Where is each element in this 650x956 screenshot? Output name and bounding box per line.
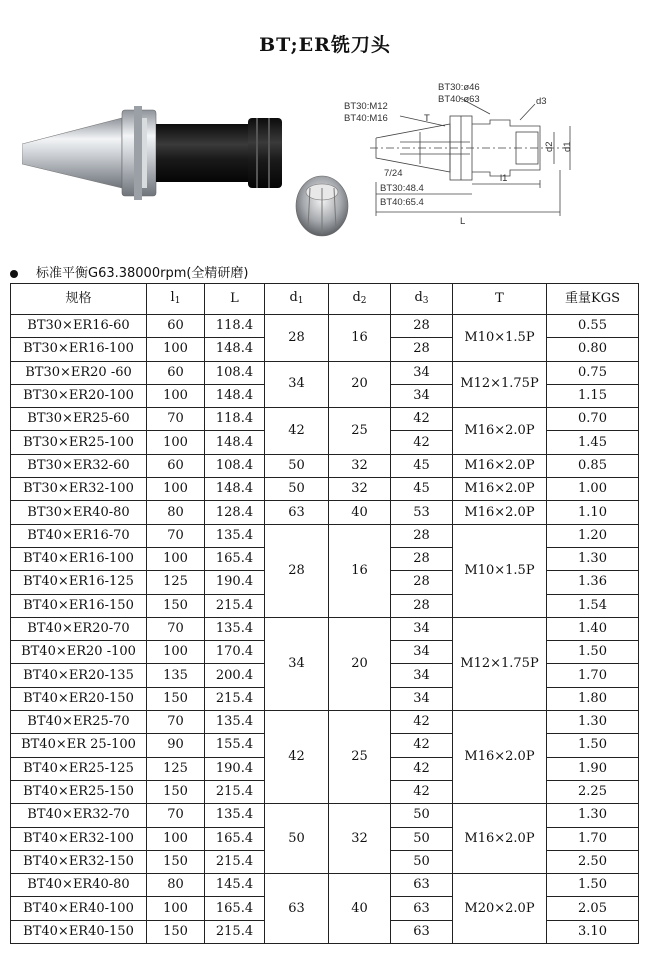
cell-weight: 0.70 [547,408,639,431]
drawing-d2-label: d2 [544,141,555,152]
cell-spec: BT40×ER20 -100 [11,641,147,664]
cell-l1: 150 [147,780,205,803]
table-row [11,478,639,501]
cell-spec: BT40×ER20-135 [11,664,147,687]
cell-l1: 100 [147,338,205,361]
cell-spec: BT40×ER25-150 [11,780,147,803]
cell-l1: 100 [147,384,205,407]
table-header-row [11,284,639,315]
cell-spec: BT40×ER40-150 [11,920,147,943]
cell-spec: BT40×ER32-100 [11,827,147,850]
cell-l1: 150 [147,687,205,710]
cell-spec: BT30×ER32-60 [11,454,147,477]
cell-l1: 70 [147,804,205,827]
cell-L: 148.4 [205,338,265,361]
cell-T: M12×1.75P [453,617,547,710]
cell-weight: 1.30 [547,804,639,827]
cell-L: 128.4 [205,501,265,524]
cell-L: 148.4 [205,384,265,407]
cell-d1: 63 [265,874,329,944]
table-row [11,501,639,524]
cell-d3: 63 [391,920,453,943]
cell-weight: 1.50 [547,641,639,664]
cell-weight: 1.30 [547,547,639,570]
cell-weight: 1.80 [547,687,639,710]
drawing-bt30-length: BT30:48.4 [380,183,424,194]
table-row [11,361,639,384]
cell-d2: 20 [329,361,391,408]
cell-l1: 100 [147,431,205,454]
cell-d2: 20 [329,617,391,710]
header-L: L [205,284,265,315]
cell-spec: BT40×ER32-150 [11,850,147,873]
cell-weight: 0.85 [547,454,639,477]
cell-l1: 125 [147,571,205,594]
cell-spec: BT40×ER20-70 [11,617,147,640]
cell-spec: BT40×ER16-100 [11,547,147,570]
drawing-bt30-thread: BT30:M12 [344,101,388,112]
cell-spec: BT30×ER16-100 [11,338,147,361]
cell-d3: 34 [391,664,453,687]
cell-T: M10×1.5P [453,315,547,362]
bullet-icon [10,270,18,278]
cell-L: 170.4 [205,641,265,664]
cell-spec: BT40×ER16-70 [11,524,147,547]
cell-L: 148.4 [205,431,265,454]
cell-weight: 1.90 [547,757,639,780]
cell-d3: 45 [391,454,453,477]
cell-d1: 50 [265,804,329,874]
cell-weight: 1.54 [547,594,639,617]
cell-d3: 50 [391,850,453,873]
table-row [11,315,639,338]
cell-l1: 60 [147,315,205,338]
balance-note [10,262,249,281]
cell-l1: 70 [147,408,205,431]
cell-spec: BT30×ER20-100 [11,384,147,407]
cell-L: 155.4 [205,734,265,757]
cell-weight: 0.55 [547,315,639,338]
cell-L: 165.4 [205,827,265,850]
cell-d3: 50 [391,804,453,827]
table-row [11,408,639,431]
cell-l1: 80 [147,874,205,897]
cell-spec: BT40×ER 25-100 [11,734,147,757]
cell-weight: 1.20 [547,524,639,547]
cell-d2: 40 [329,501,391,524]
header-weight: 重量KGS [547,284,639,315]
cell-l1: 60 [147,454,205,477]
cell-d2: 32 [329,454,391,477]
cell-d1: 50 [265,454,329,477]
drawing-taper-label: 7/24 [384,168,403,179]
tool-holder-photo [22,88,352,248]
cell-weight: 1.70 [547,664,639,687]
cell-l1: 100 [147,641,205,664]
table-row [11,454,639,477]
cell-T: M16×2.0P [453,711,547,804]
cell-L: 135.4 [205,617,265,640]
cell-l1: 70 [147,711,205,734]
cell-l1: 135 [147,664,205,687]
cell-L: 118.4 [205,315,265,338]
cell-d3: 42 [391,757,453,780]
cell-l1: 150 [147,850,205,873]
cell-l1: 70 [147,617,205,640]
cell-L: 135.4 [205,711,265,734]
cell-L: 118.4 [205,408,265,431]
cell-L: 190.4 [205,571,265,594]
cell-weight: 2.25 [547,780,639,803]
cell-l1: 90 [147,734,205,757]
cell-d3: 28 [391,594,453,617]
cell-l1: 100 [147,827,205,850]
drawing-d3-label: d3 [536,96,547,107]
cell-spec: BT40×ER25-125 [11,757,147,780]
cell-L: 215.4 [205,780,265,803]
cell-l1: 100 [147,547,205,570]
cell-spec: BT40×ER32-70 [11,804,147,827]
cell-L: 190.4 [205,757,265,780]
cell-spec: BT40×ER16-125 [11,571,147,594]
header-d3: $d_3$ [391,284,453,315]
cell-d3: 34 [391,384,453,407]
cell-L: 108.4 [205,454,265,477]
cell-T: M16×2.0P [453,408,547,455]
cell-weight: 1.36 [547,571,639,594]
cell-d2: 32 [329,804,391,874]
cell-L: 165.4 [205,547,265,570]
cell-d2: 32 [329,478,391,501]
cell-l1: 100 [147,478,205,501]
cell-T: M16×2.0P [453,478,547,501]
cell-d3: 34 [391,361,453,384]
cell-d3: 28 [391,338,453,361]
cell-d3: 42 [391,734,453,757]
cell-d3: 34 [391,687,453,710]
cell-T: M10×1.5P [453,524,547,617]
cell-d2: 40 [329,874,391,944]
page-title: BT;ER铣刀头 [259,34,391,56]
header-l1: $l_1$ [147,284,205,315]
table-row [11,524,639,547]
cell-weight: 0.75 [547,361,639,384]
cell-d2: 16 [329,315,391,362]
cell-weight: 1.40 [547,617,639,640]
drawing-l1-label: l1 [500,173,508,184]
cell-d3: 45 [391,478,453,501]
cell-spec: BT40×ER40-80 [11,874,147,897]
cell-d2: 25 [329,711,391,804]
cell-d1: 50 [265,478,329,501]
cell-T: M16×2.0P [453,454,547,477]
cell-L: 148.4 [205,478,265,501]
drawing-t-label: T [424,113,430,124]
cell-d1: 28 [265,524,329,617]
cell-weight: 1.15 [547,384,639,407]
cell-d1: 34 [265,361,329,408]
cell-d1: 34 [265,617,329,710]
cell-T: M20×2.0P [453,874,547,944]
cell-d3: 28 [391,524,453,547]
cell-L: 145.4 [205,874,265,897]
cell-L: 108.4 [205,361,265,384]
cell-T: M12×1.75P [453,361,547,408]
cell-T: M16×2.0P [453,804,547,874]
technical-drawing [340,76,580,236]
cell-weight: 1.50 [547,874,639,897]
cell-spec: BT30×ER25-60 [11,408,147,431]
cell-spec: BT40×ER25-70 [11,711,147,734]
header-T: T [453,284,547,315]
cell-weight: 1.10 [547,501,639,524]
cell-spec: BT30×ER16-60 [11,315,147,338]
cell-l1: 150 [147,594,205,617]
cell-L: 135.4 [205,524,265,547]
cell-weight: 2.05 [547,897,639,920]
cell-spec: BT30×ER25-100 [11,431,147,454]
cell-spec: BT30×ER32-100 [11,478,147,501]
cell-L: 135.4 [205,804,265,827]
cell-d3: 50 [391,827,453,850]
cell-weight: 3.10 [547,920,639,943]
cell-d3: 42 [391,431,453,454]
cell-weight: 1.70 [547,827,639,850]
cell-d3: 63 [391,874,453,897]
cell-d3: 42 [391,408,453,431]
cell-d3: 53 [391,501,453,524]
table-row [11,874,639,897]
cell-l1: 150 [147,920,205,943]
drawing-bt40-diameter: BT40:ø63 [438,94,480,105]
header-d2: $d_2$ [329,284,391,315]
spec-table [10,283,639,944]
cell-spec: BT40×ER20-150 [11,687,147,710]
cell-d1: 63 [265,501,329,524]
drawing-bt40-thread: BT40:M16 [344,113,388,124]
header-spec: 规格 [11,284,147,315]
cell-d3: 28 [391,571,453,594]
cell-spec: BT30×ER40-80 [11,501,147,524]
cell-d3: 42 [391,780,453,803]
cell-spec: BT40×ER40-100 [11,897,147,920]
cell-l1: 80 [147,501,205,524]
table-row [11,617,639,640]
cell-l1: 60 [147,361,205,384]
cell-spec: BT30×ER20 -60 [11,361,147,384]
cell-d3: 34 [391,617,453,640]
drawing-L-label: L [460,216,466,227]
cell-weight: 1.45 [547,431,639,454]
table-row [11,804,639,827]
cell-L: 215.4 [205,920,265,943]
cell-weight: 1.30 [547,711,639,734]
cell-l1: 125 [147,757,205,780]
cell-weight: 1.50 [547,734,639,757]
header-d1: $d_1$ [265,284,329,315]
cell-weight: 2.50 [547,850,639,873]
cell-weight: 0.80 [547,338,639,361]
drawing-d1-label: d1 [562,141,573,152]
drawing-bt40-length: BT40:65.4 [380,197,424,208]
table-row [11,711,639,734]
cell-d1: 42 [265,711,329,804]
cell-L: 215.4 [205,850,265,873]
cell-d3: 28 [391,547,453,570]
cell-d3: 42 [391,711,453,734]
cell-weight: 1.00 [547,478,639,501]
cell-l1: 70 [147,524,205,547]
cell-L: 200.4 [205,664,265,687]
cell-d3: 34 [391,641,453,664]
cell-d1: 42 [265,408,329,455]
cell-d2: 16 [329,524,391,617]
cell-d1: 28 [265,315,329,362]
cell-L: 215.4 [205,687,265,710]
cell-L: 215.4 [205,594,265,617]
cell-l1: 100 [147,897,205,920]
cell-T: M16×2.0P [453,501,547,524]
cell-d3: 63 [391,897,453,920]
cell-L: 165.4 [205,897,265,920]
cell-d3: 28 [391,315,453,338]
cell-d2: 25 [329,408,391,455]
cell-spec: BT40×ER16-150 [11,594,147,617]
drawing-bt30-diameter: BT30:ø46 [438,82,480,93]
balance-note-text: 标准平衡G63.38000rpm(全精研磨) [36,266,249,281]
